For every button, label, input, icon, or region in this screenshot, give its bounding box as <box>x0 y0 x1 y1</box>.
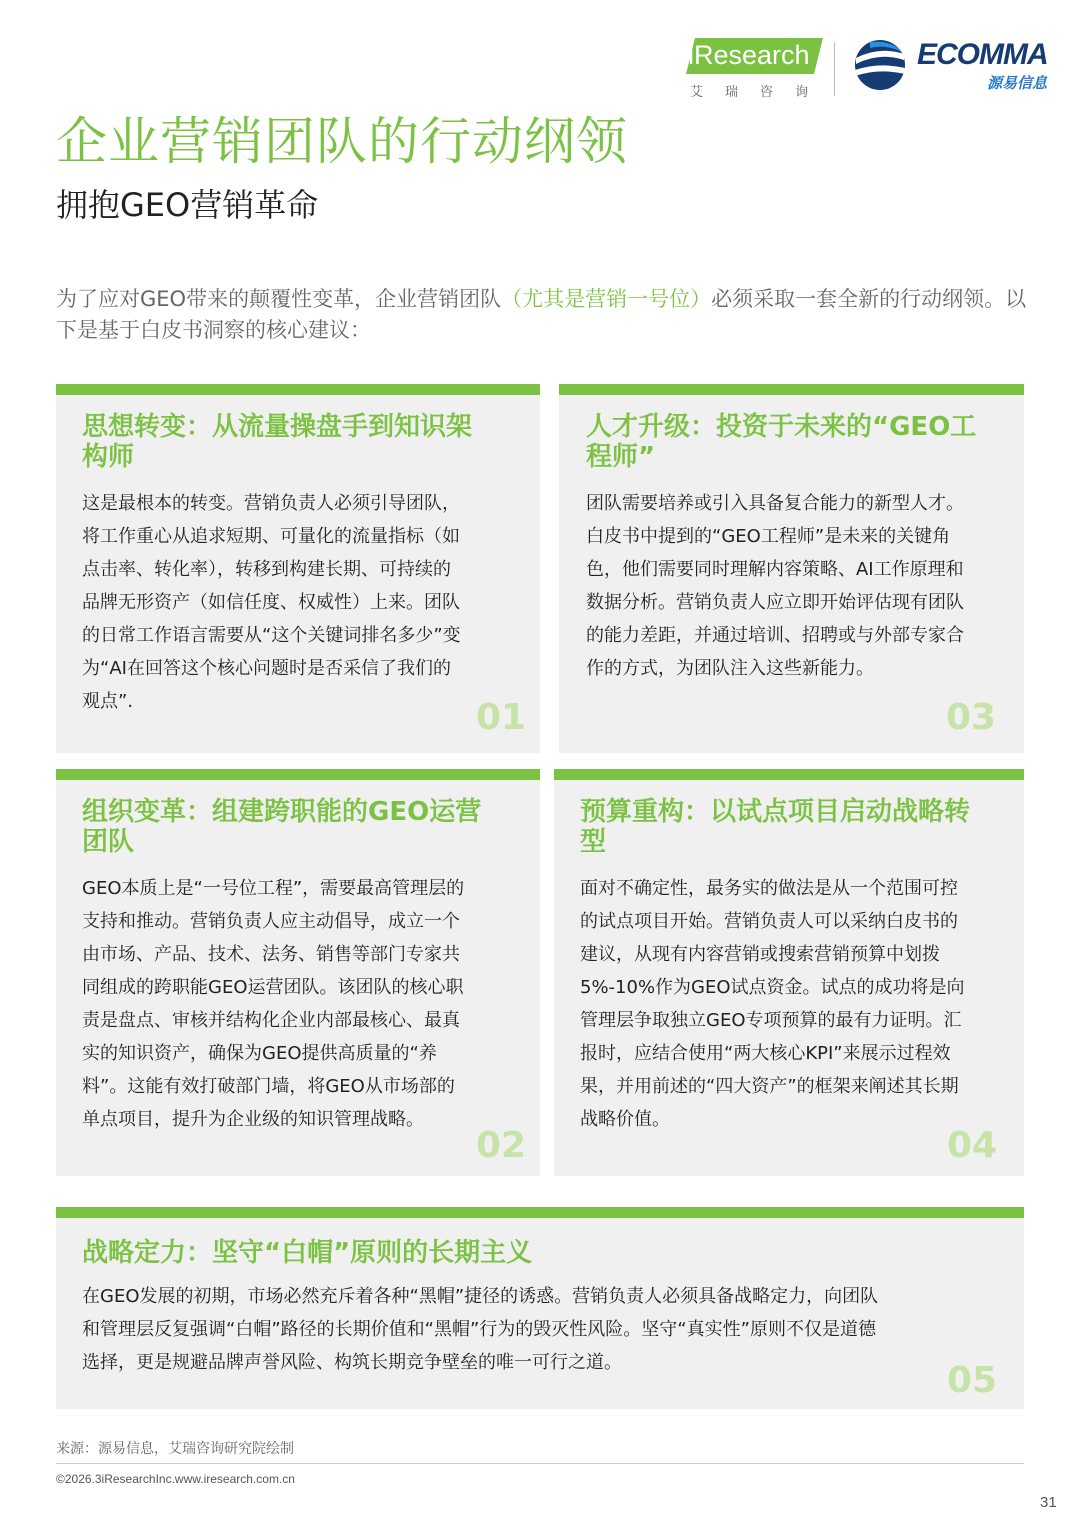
card-title: 战略定力：坚守“白帽”原则的长期主义 <box>82 1238 533 1268</box>
ecomma-logo <box>852 36 1057 94</box>
intro-paragraph <box>56 284 1046 346</box>
card-body: 在GEO发展的初期，市场必然充斥着各种“黑帽”捷径的诱惑。营销负责人必须具备战略定力，向团队和管理层反复强调“白帽”路径的长期价值和“黑帽”行为的毁灭性风险。坚守“真实性”原则不仅是道德选择，更是规避品牌声誉风险、构筑长期竞争壁垒的唯一可行之道。 <box>82 1286 879 1373</box>
intro-highlight: （尤其是营销一号位） <box>501 287 712 311</box>
card-number: 03 <box>946 697 997 738</box>
card-number: 04 <box>947 1125 998 1166</box>
footer-divider <box>56 1463 1024 1464</box>
card-title: 思想转变：从流量操盘手到知识架构师 <box>82 412 473 472</box>
iresearch-logo-name: iResearch <box>688 40 810 70</box>
copyright: ©2026.3iResearchInc.www.iresearch.com.cn <box>56 1472 295 1486</box>
card-title: 预算重构：以试点项目启动战略转型 <box>580 797 971 857</box>
card-budget <box>554 769 1024 1176</box>
iresearch-logo <box>686 38 831 100</box>
ecomma-logo-name: ECOMMA <box>917 38 1048 71</box>
card-organization <box>56 769 540 1176</box>
card-body: 团队需要培养或引入具备复合能力的新型人才。白皮书中提到的“GEO工程师”是未来的关键角色，他们需要同时理解内容策略、AI工作原理和数据分析。营销负责人应立即开始评估现有团队的能力差距，并通过培训、招聘或与外部专家合作的方式，为团队注入这些新能力。 <box>586 493 964 679</box>
card-title: 组织变革：组建跨职能的GEO运营团队 <box>82 797 482 857</box>
card-number: 01 <box>476 697 527 738</box>
card-number: 02 <box>476 1125 527 1166</box>
iresearch-logo-sub: 艾瑞咨询 <box>690 85 831 100</box>
card-strategy <box>56 1207 1024 1409</box>
ecomma-globe-icon <box>852 38 908 92</box>
source-note: 来源：源易信息，艾瑞咨询研究院绘制 <box>56 1441 294 1457</box>
ecomma-logo-sub: 源易信息 <box>987 74 1048 92</box>
page-subtitle: 拥抱GEO营销革命 <box>56 186 319 224</box>
card-talent <box>559 384 1024 753</box>
card-body: 面对不确定性，最务实的做法是从一个范围可控的试点项目开始。营销负责人可以采纳白皮书的建议，从现有内容营销或搜索营销预算中划拨5%-10%作为GEO试点资金。试点的成功将是向管理层争取独立GEO专项预算的最有力证明。汇报时，应结合使用“两大核心KPI”来展示过程效果，并用前述的“四大资产”的框架来阐述其长期战略价值。 <box>580 878 965 1130</box>
card-title: 人才升级：投资于未来的“GEO工程师” <box>586 412 977 472</box>
page-title: 企业营销团队的行动纲领 <box>56 113 629 172</box>
card-body: 这是最根本的转变。营销负责人必须引导团队，将工作重心从追求短期、可量化的流量指标（如点击率、转化率），转移到构建长期、可持续的品牌无形资产（如信任度、权威性）上来。团队的日常工作语言需要从“这个关键词排名多少”变为“AI在回答这个核心问题时是否采信了我们的观点”. <box>82 493 461 712</box>
card-number: 05 <box>947 1360 998 1401</box>
card-body: GEO本质上是“一号位工程”，需要最高管理层的支持和推动。营销负责人应主动倡导，成立一个由市场、产品、技术、法务、销售等部门专家共同组成的跨职能GEO运营团队。该团队的核心职责是盘点、审核并结构化企业内部最核心、最真实的知识资产，确保为GEO提供高质量的“养料”。这能有效打破部门墙，将GEO从市场部的单点项目，提升为企业级的知识管理战略。 <box>82 878 465 1130</box>
card-mindset <box>56 384 540 753</box>
intro-text-before: 为了应对GEO带来的颠覆性变革，企业营销团队 <box>56 287 502 311</box>
page-number: 31 <box>1040 1494 1057 1511</box>
intro-text-after: 必须采取一套全新的行动纲领。以下是基于白皮书洞察的核心建议： <box>56 287 1027 342</box>
logo-divider <box>834 42 835 96</box>
